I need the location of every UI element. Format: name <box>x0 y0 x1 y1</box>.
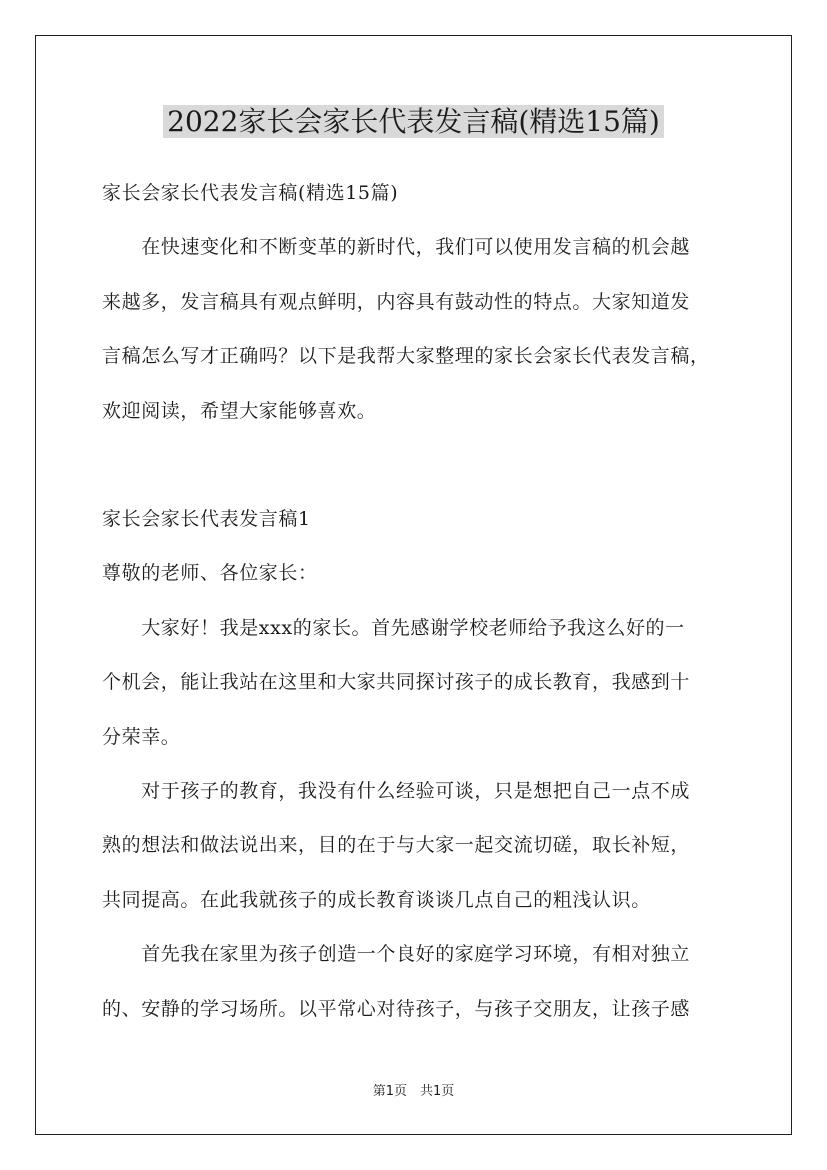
paragraph-line: 对于孩子的教育，我没有什么经验可谈，只是想把自己一点不成 <box>102 780 691 802</box>
paragraph-line: 欢迎阅读，希望大家能够喜欢。 <box>102 400 377 422</box>
page-number-footer: 第1页 共1页 <box>372 1084 455 1099</box>
paragraph-line: 个机会，能让我站在这里和大家共同探讨孩子的成长教育，我感到十 <box>102 671 691 693</box>
document-title <box>0 102 827 142</box>
salutation-line: 尊敬的老师、各位家长： <box>102 562 318 584</box>
subtitle-line: 家长会家长代表发言稿(精选15篇) <box>102 182 399 204</box>
paragraph-line: 的、安静的学习场所。以平常心对待孩子，与孩子交朋友，让孩子感 <box>102 998 691 1020</box>
paragraph-line: 分荣幸。 <box>102 726 181 748</box>
paragraph-line: 共同提高。在此我就孩子的成长教育谈谈几点自己的粗浅认识。 <box>102 889 651 911</box>
paragraph-line: 大家好！我是xxx的家长。首先感谢学校老师给予我这么好的一 <box>102 617 685 639</box>
paragraph-line: 来越多，发言稿具有观点鲜明，内容具有鼓动性的特点。大家知道发 <box>102 291 691 313</box>
paragraph-line: 言稿怎么写才正确吗？以下是我帮大家整理的家长会家长代表发言稿， <box>102 345 710 367</box>
section-heading: 家长会家长代表发言稿1 <box>102 508 311 530</box>
paragraph-line: 首先我在家里为孩子创造一个良好的家庭学习环境，有相对独立 <box>102 943 691 965</box>
title-text: 2022家长会家长代表发言稿(精选15篇) <box>163 105 664 138</box>
paragraph-line: 在快速变化和不断变革的新时代，我们可以使用发言稿的机会越 <box>102 236 691 258</box>
paragraph-line: 熟的想法和做法说出来，目的在于与大家一起交流切磋，取长补短， <box>102 834 691 856</box>
